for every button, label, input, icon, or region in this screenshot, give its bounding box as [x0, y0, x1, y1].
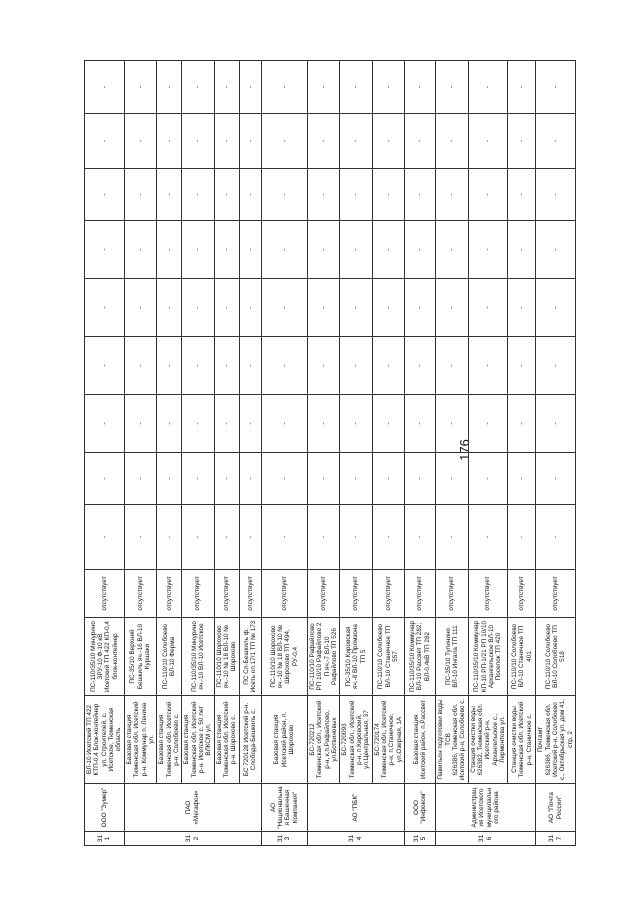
- table-row: [157, 61, 182, 846]
- power-source-cell: ПС-110/10 Шорохово яч.-10 № 18 ВЛ-10 № Шорохово ТП 494, РУ-0,4: [261, 618, 307, 696]
- empty-value-cell: -: [307, 337, 339, 395]
- empty-value-cell: -: [405, 395, 436, 453]
- empty-value-cell: -: [182, 114, 214, 169]
- table-row: [261, 61, 307, 846]
- status-cell: отсутствует: [508, 570, 536, 618]
- empty-value-cell: -: [405, 505, 436, 570]
- empty-value-cell: -: [124, 505, 156, 570]
- status-cell: отсутствует: [468, 570, 508, 618]
- organization-cell: АО "Национальная Башенная Компания": [261, 784, 307, 832]
- empty-value-cell: -: [157, 221, 182, 279]
- row-number-cell: 313: [261, 832, 307, 846]
- empty-value-cell: -: [182, 221, 214, 279]
- table-row: [436, 61, 468, 846]
- empty-value-cell: -: [468, 169, 508, 221]
- empty-value-cell: -: [436, 279, 468, 337]
- empty-value-cell: -: [436, 337, 468, 395]
- empty-value-cell: -: [239, 221, 261, 279]
- empty-value-cell: -: [261, 395, 307, 453]
- power-source-cell: ПС-35/10 Верхний Бешкиль яч.-16 ВЛ-10 Куршаки: [124, 618, 156, 696]
- object-cell: БС 720128 Исетский р-н. Слобода-Бешкиль с.: [239, 696, 261, 784]
- status-cell: отсутствует: [405, 570, 436, 618]
- empty-value-cell: -: [214, 453, 239, 505]
- empty-value-cell: -: [85, 395, 125, 453]
- empty-value-cell: -: [261, 114, 307, 169]
- power-source-cell: ПС-110/35/10 Минурино ЗРУ-10 Ф-10 кВ Исетский ТП 422 КП-0,4 блок-контейнер: [85, 618, 125, 696]
- table-row: [508, 61, 536, 846]
- empty-value-cell: -: [405, 453, 436, 505]
- empty-value-cell: -: [468, 505, 508, 570]
- empty-value-cell: -: [182, 505, 214, 570]
- empty-value-cell: -: [85, 169, 125, 221]
- empty-value-cell: -: [124, 453, 156, 505]
- object-cell: Станция очистки воды Тюменская обл. Исетский р-н, Станичное с.: [508, 696, 536, 784]
- status-cell: отсутствует: [307, 570, 339, 618]
- empty-value-cell: -: [182, 453, 214, 505]
- power-source-cell: ПС-110/35/10 Минурино яч.-10 ВЛ-10 Исетское: [182, 618, 214, 696]
- power-source-cell: ПС-110/10 Солобоево ВЛ-10 Станичное ТП 557: [372, 618, 404, 696]
- page-number: 176: [457, 439, 472, 461]
- empty-value-cell: -: [372, 169, 404, 221]
- empty-value-cell: -: [239, 61, 261, 114]
- empty-value-cell: -: [124, 61, 156, 114]
- empty-value-cell: -: [214, 114, 239, 169]
- empty-value-cell: -: [536, 221, 576, 279]
- empty-value-cell: -: [508, 505, 536, 570]
- row-number-cell: 314: [307, 832, 404, 846]
- power-source-cell: ПС-110/35/10 Коммунар ВЛ-10 Рассвет ТП 282; ВЛ-0,4кВ ТП 282: [405, 618, 436, 696]
- empty-value-cell: -: [307, 453, 339, 505]
- empty-value-cell: -: [182, 61, 214, 114]
- object-cell: БС-720174 Тюменская обл., Исетский р-н, п.Станичное, ул.Озерная, 1А: [372, 696, 404, 784]
- empty-value-cell: -: [468, 221, 508, 279]
- empty-value-cell: -: [157, 453, 182, 505]
- empty-value-cell: -: [307, 61, 339, 114]
- power-source-cell: ПС-110/10 Шорохово яч.-10 № 18 ВЛ-10 № Шорохово: [214, 618, 239, 696]
- table-wrapper: [84, 61, 572, 846]
- empty-value-cell: -: [340, 169, 372, 221]
- object-cell: Почтамт 626386, Тюменская обл. Исетский р-н, Солобоево с., Октябрьская ул. дом 41, стр. 2: [536, 696, 576, 784]
- empty-value-cell: -: [372, 337, 404, 395]
- empty-value-cell: -: [436, 169, 468, 221]
- power-source-cell: ПС Сл-Бешкиль ф. Исеть оп.17/1 ТП № 173: [239, 618, 261, 696]
- empty-value-cell: -: [214, 61, 239, 114]
- empty-value-cell: -: [214, 395, 239, 453]
- object-cell: ВЛ-10 Исетский ТП 422 КТП-0,4 Блок-контейнер ул. Строителей, с. Исетское, Тюменская область: [85, 696, 125, 784]
- empty-value-cell: -: [261, 279, 307, 337]
- empty-value-cell: -: [124, 169, 156, 221]
- object-cell: Базовая станция Тюменская обл. Исетский р-н. Солобоево с.: [157, 696, 182, 784]
- row-number-cell: 311: [85, 832, 125, 846]
- empty-value-cell: -: [508, 279, 536, 337]
- table-row: [372, 61, 404, 846]
- empty-value-cell: -: [261, 505, 307, 570]
- organization-cell: Администрация Исетского муниципального района: [436, 784, 536, 832]
- empty-value-cell: -: [182, 395, 214, 453]
- empty-value-cell: -: [508, 114, 536, 169]
- empty-value-cell: -: [340, 453, 372, 505]
- empty-value-cell: -: [340, 395, 372, 453]
- empty-value-cell: -: [85, 453, 125, 505]
- empty-value-cell: -: [239, 453, 261, 505]
- power-source-cell: ПС-35/10 Кировская яч.-8 ВЛ-10 Промзона ТП 5: [340, 618, 372, 696]
- organization-cell: ООО "Зумер": [85, 784, 125, 832]
- empty-value-cell: -: [157, 61, 182, 114]
- empty-value-cell: -: [372, 221, 404, 279]
- table-row: [468, 61, 508, 846]
- object-cell: БС-720093 Тюменская обл., Исетский р-н, п.Кировский, ул.Центральная, 37: [340, 696, 372, 784]
- empty-value-cell: -: [239, 169, 261, 221]
- power-source-cell: ПС-110/10 Солобоево ВЛ-10 Солобоево ТП 518: [536, 618, 576, 696]
- object-cell: Базовая станция Исетский район, п. Шорохово: [261, 696, 307, 784]
- empty-value-cell: -: [340, 221, 372, 279]
- empty-value-cell: -: [468, 61, 508, 114]
- object-cell: Базовая станция Тюменская обл. Исетский р-н. Шорохово с.: [214, 696, 239, 784]
- data-table: [84, 60, 576, 846]
- empty-value-cell: -: [536, 279, 576, 337]
- row-number-cell: 316: [436, 832, 536, 846]
- power-source-cell: ПС-110/10 Солобоево ВЛ-10 Ферма: [157, 618, 182, 696]
- table-row: [214, 61, 239, 846]
- empty-value-cell: -: [536, 337, 576, 395]
- table-row: [239, 61, 261, 846]
- empty-value-cell: -: [372, 61, 404, 114]
- status-cell: отсутствует: [239, 570, 261, 618]
- power-source-cell: ПС-110/10 Рафайлово РП 10/10 Рафайлово 2 П яч.-7 ВЛ-10 Рафайлово ТП 526: [307, 618, 339, 696]
- empty-value-cell: -: [239, 505, 261, 570]
- empty-value-cell: -: [182, 337, 214, 395]
- empty-value-cell: -: [307, 221, 339, 279]
- empty-value-cell: -: [340, 279, 372, 337]
- empty-value-cell: -: [214, 169, 239, 221]
- empty-value-cell: -: [85, 61, 125, 114]
- empty-value-cell: -: [261, 169, 307, 221]
- empty-value-cell: -: [85, 114, 125, 169]
- empty-value-cell: -: [307, 169, 339, 221]
- empty-value-cell: -: [157, 279, 182, 337]
- empty-value-cell: -: [239, 337, 261, 395]
- empty-value-cell: -: [405, 114, 436, 169]
- row-number-cell: 315: [405, 832, 436, 846]
- status-cell: отсутствует: [124, 570, 156, 618]
- empty-value-cell: -: [239, 279, 261, 337]
- empty-value-cell: -: [239, 114, 261, 169]
- row-number-cell: 312: [124, 832, 261, 846]
- empty-value-cell: -: [157, 337, 182, 395]
- table-row: [340, 61, 372, 846]
- empty-value-cell: -: [182, 279, 214, 337]
- empty-value-cell: -: [307, 279, 339, 337]
- table-row: [536, 61, 576, 846]
- status-cell: отсутствует: [157, 570, 182, 618]
- empty-value-cell: -: [536, 169, 576, 221]
- status-cell: отсутствует: [261, 570, 307, 618]
- organization-cell: АО "ПБК": [307, 784, 404, 832]
- empty-value-cell: -: [182, 169, 214, 221]
- empty-value-cell: -: [468, 337, 508, 395]
- table-row: [85, 61, 125, 846]
- empty-value-cell: -: [536, 61, 576, 114]
- empty-value-cell: -: [508, 169, 536, 221]
- empty-value-cell: -: [214, 337, 239, 395]
- status-cell: отсутствует: [340, 570, 372, 618]
- empty-value-cell: -: [536, 395, 576, 453]
- object-cell: Павильон подготовки воды ТСВ 626386, Тюменская обл. Исетский р-н, Солобоево с.: [436, 696, 468, 784]
- empty-value-cell: -: [85, 221, 125, 279]
- empty-value-cell: -: [157, 395, 182, 453]
- status-cell: отсутствует: [85, 570, 125, 618]
- organization-cell: ООО "Инфоком": [405, 784, 436, 832]
- status-cell: отсутствует: [214, 570, 239, 618]
- empty-value-cell: -: [239, 395, 261, 453]
- empty-value-cell: -: [436, 505, 468, 570]
- empty-value-cell: -: [405, 169, 436, 221]
- empty-value-cell: -: [85, 337, 125, 395]
- object-cell: Базовая станция Исетский район, п.Рассвет: [405, 696, 436, 784]
- empty-value-cell: -: [405, 221, 436, 279]
- empty-value-cell: -: [372, 505, 404, 570]
- empty-value-cell: -: [372, 395, 404, 453]
- empty-value-cell: -: [436, 395, 468, 453]
- object-cell: Базовая станция Тюменская обл. Исетский р-н. Исетское с. 50 лет ВЛКСМ ул.: [182, 696, 214, 784]
- table-body: [85, 61, 576, 846]
- empty-value-cell: -: [214, 505, 239, 570]
- empty-value-cell: -: [307, 114, 339, 169]
- empty-value-cell: -: [261, 337, 307, 395]
- empty-value-cell: -: [85, 505, 125, 570]
- empty-value-cell: -: [85, 279, 125, 337]
- power-source-cell: ПС-35/10 Тупинино ВЛ-10 Ингала ТП 111: [436, 618, 468, 696]
- empty-value-cell: -: [261, 453, 307, 505]
- status-cell: отсутствует: [182, 570, 214, 618]
- empty-value-cell: -: [214, 221, 239, 279]
- empty-value-cell: -: [157, 114, 182, 169]
- empty-value-cell: -: [536, 453, 576, 505]
- empty-value-cell: -: [124, 395, 156, 453]
- table-row: [124, 61, 156, 846]
- empty-value-cell: -: [372, 114, 404, 169]
- empty-value-cell: -: [405, 279, 436, 337]
- empty-value-cell: -: [307, 505, 339, 570]
- table-row: [307, 61, 339, 846]
- empty-value-cell: -: [340, 61, 372, 114]
- status-cell: отсутствует: [436, 570, 468, 618]
- empty-value-cell: -: [436, 114, 468, 169]
- empty-value-cell: -: [405, 337, 436, 395]
- empty-value-cell: -: [536, 505, 576, 570]
- empty-value-cell: -: [405, 61, 436, 114]
- organization-cell: ПАО «Мегафон»: [124, 784, 261, 832]
- empty-value-cell: -: [157, 505, 182, 570]
- empty-value-cell: -: [468, 395, 508, 453]
- empty-value-cell: -: [261, 61, 307, 114]
- empty-value-cell: -: [340, 114, 372, 169]
- table-row: [405, 61, 436, 846]
- empty-value-cell: -: [307, 395, 339, 453]
- empty-value-cell: -: [261, 221, 307, 279]
- status-cell: отсутствует: [536, 570, 576, 618]
- empty-value-cell: -: [340, 505, 372, 570]
- empty-value-cell: -: [508, 453, 536, 505]
- empty-value-cell: -: [468, 279, 508, 337]
- empty-value-cell: -: [468, 453, 508, 505]
- empty-value-cell: -: [468, 114, 508, 169]
- table-row: [182, 61, 214, 846]
- empty-value-cell: -: [436, 221, 468, 279]
- empty-value-cell: -: [508, 395, 536, 453]
- power-source-cell: ПС-110/35/10 Коммунар КП-10 РП-1/21 РП 10/10 Архангельское ВЛ-10 Поселок ТП 420: [468, 618, 508, 696]
- empty-value-cell: -: [124, 114, 156, 169]
- empty-value-cell: -: [436, 453, 468, 505]
- row-number-cell: 317: [536, 832, 576, 846]
- empty-value-cell: -: [508, 221, 536, 279]
- object-cell: Станция очистки воды 626382, Тюменская обл. Исетский р-н, Архангельское с., Лермонтова ул.: [468, 696, 508, 784]
- object-cell: Базовая станция Тюменская обл. Исетский р-н. Коммунар п. Ленина ул.: [124, 696, 156, 784]
- empty-value-cell: -: [508, 337, 536, 395]
- status-cell: отсутствует: [372, 570, 404, 618]
- empty-value-cell: -: [340, 337, 372, 395]
- power-source-cell: ПС-110/10 Солобоево ВЛ-10 Станичное ТП 401: [508, 618, 536, 696]
- empty-value-cell: -: [508, 61, 536, 114]
- empty-value-cell: -: [372, 453, 404, 505]
- empty-value-cell: -: [124, 221, 156, 279]
- empty-value-cell: -: [157, 169, 182, 221]
- object-cell: БС-720212 Тюменская обл., Исетский р-н, к.п.Рафайлово, ул.Ботвиновых: [307, 696, 339, 784]
- empty-value-cell: -: [214, 279, 239, 337]
- empty-value-cell: -: [124, 279, 156, 337]
- organization-cell: АО "Почта России": [536, 784, 576, 832]
- empty-value-cell: -: [372, 279, 404, 337]
- empty-value-cell: -: [536, 114, 576, 169]
- empty-value-cell: -: [124, 337, 156, 395]
- empty-value-cell: -: [436, 61, 468, 114]
